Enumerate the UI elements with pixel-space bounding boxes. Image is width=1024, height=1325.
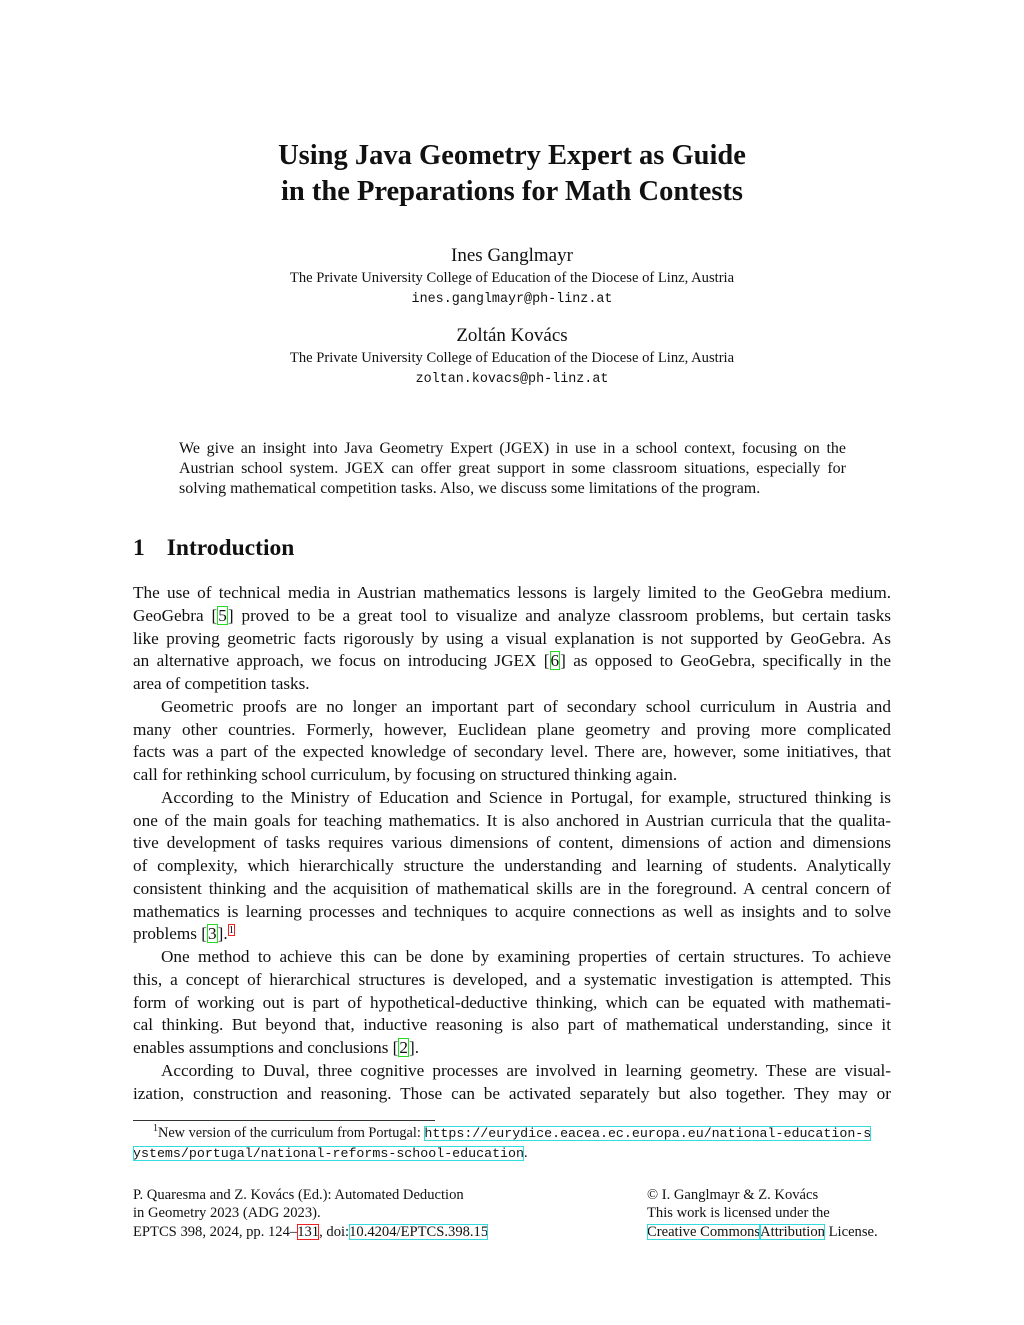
citation-link[interactable]: 3 [208,924,217,944]
last-page-link[interactable]: 131 [297,1223,320,1240]
text-run: consistent thinking and the acquisition of mathematical skills are in the foreground. A central concern of [133,878,891,898]
citation-link[interactable]: 2 [399,1038,409,1057]
footnote [133,1124,891,1163]
footnote-url-link-continued[interactable]: ystems/portugal/national-reforms-school-education [133,1145,524,1161]
body-line [133,946,891,969]
body-line [133,582,891,605]
doi-label: , doi: [319,1223,350,1240]
footnote-text: New version of the curriculum from Portugal: [158,1125,425,1141]
body-line [133,1037,891,1060]
title-line-2: in the Preparations for Math Contests [280,176,744,207]
footer-pages: EPTCS 398, 2024, pp. 124– [133,1223,298,1240]
body-line [133,969,891,992]
text-run: cal thinking. But beyond that, inductive reasoning is also part of mathematical understanding, since it [133,1015,891,1035]
text-run: problems [ [133,924,207,944]
footer-publication-info [133,1186,488,1241]
footer-license [647,1186,878,1241]
title-line-1: Using Java Geometry Expert as Guide [278,140,746,171]
body-line [133,719,891,742]
text-run: tive development of tasks requires various dimensions of content, dimensions of action and dimensions [133,833,891,853]
text-run: facts was a part of the expected knowledge of secondary level. There are, however, some initiatives, that [133,742,891,762]
paper-title [0,138,1024,210]
text-run: form of working out is part of hypothetical-deductive thinking, which can be equated with mathemati- [133,992,891,1012]
abstract-line: Austrian school system. JGEX can offer great support in some classroom situations, especially for [179,460,846,478]
license-suffix: License. [824,1223,878,1240]
section-heading [133,535,294,562]
text-run: like proving geometric facts rigorously by using a visual explanation is not supported by GeoGebra. As [133,628,891,648]
text-run: enables assumptions and conclusions [ [133,1038,399,1057]
body-line [133,787,891,810]
text-run: The use of technical media in Austrian mathematics lessons is largely limited to the GeoGebra medium. [133,583,891,602]
text-run: ]. [217,924,228,944]
text-run: this, a concept of hierarchical structures is developed, and a systematic investigation is attempted. This [133,969,891,989]
author-email[interactable]: zoltan.kovacs@ph-linz.at [415,372,609,387]
text-run: ization, construction and reasoning. Those can be activated separately but also together. They may or [133,1083,891,1103]
text-run: One method to achieve this can be done by examining properties of certain structures. To achieve [161,947,891,966]
text-run: area of competition tasks. [133,674,310,693]
creative-commons-link[interactable]: Creative Commons [647,1223,761,1240]
body-line [133,855,891,878]
author-name: Zoltán Kovács [456,325,568,346]
abstract-line: We give an insight into Java Geometry Expert (JGEX) in use in a school context, focusing on the [179,440,846,457]
footer-line: P. Quaresma and Z. Kovács (Ed.): Automated Deduction [133,1187,464,1203]
body-line [133,650,891,673]
footer-line: in Geometry 2023 (ADG 2023). [133,1205,321,1222]
text-run: one of the main goals for teaching mathematics. It is also anchored in Austrian curricula that the qualita- [133,810,891,830]
copyright-text: © I. Ganglmayr & Z. Kovács [647,1187,819,1203]
body-line [133,810,891,833]
body-line [133,992,891,1015]
abstract-line: solving mathematical competition tasks. Also, we discuss some limitations of the program. [179,480,761,498]
author-block-1 [0,245,1024,307]
license-text: This work is licensed under the [647,1205,830,1222]
doi-link[interactable]: 10.4204/EPTCS.398.15 [349,1223,489,1240]
text-run: an alternative approach, we focus on introducing JGEX [ [133,651,550,671]
text-run: ] as opposed to GeoGebra, specifically in the [560,651,891,671]
body-line [133,901,891,924]
body-line [133,605,891,628]
author-block-2 [0,325,1024,387]
body-line [133,878,891,901]
text-run: Geometric proofs are no longer an important part of secondary school curriculum in Austria and [161,696,891,716]
author-name: Ines Ganglmayr [451,245,573,266]
text-run: mathematics is learning processes and techniques to acquire connections as well as insights and to solve [133,901,891,921]
citation-link[interactable]: 5 [218,605,227,625]
body-line [133,832,891,855]
abstract [179,439,846,500]
section-title: Introduction [166,535,295,561]
footnote-mark: 1 [153,1123,158,1135]
footnote-url-link[interactable]: https://eurydice.eacea.ec.europa.eu/national-education-s [424,1126,872,1141]
attribution-link[interactable]: Attribution [760,1223,825,1240]
text-run: many other countries. Formerly, however, Euclidean plane geometry and proving more complicated [133,719,891,739]
body-line [133,1060,891,1083]
body-line [133,673,891,696]
section-number: 1 [133,535,145,561]
text-run: of complexity, which hierarchically structure the understanding and learning of students. Analytically [133,856,891,875]
author-email[interactable]: ines.ganglmayr@ph-linz.at [411,292,613,307]
text-run: call for rethinking school curriculum, by focusing on structured thinking again. [133,765,678,784]
footnote-rule [133,1120,435,1121]
text-run: According to the Ministry of Education and Science in Portugal, for example, structured thinking is [161,787,891,807]
body-line [133,923,891,946]
footnote-period: . [524,1144,528,1161]
text-run: ] proved to be a great tool to visualize and analyze classroom problems, but certain tasks [227,605,891,625]
body-line [133,764,891,787]
text-run: ]. [409,1038,420,1057]
body-line [133,1014,891,1037]
citation-link[interactable]: 6 [550,651,560,671]
body-line [133,696,891,719]
body-line [133,1083,891,1106]
body-line [133,628,891,651]
text-run: According to Duval, three cognitive processes are involved in learning geometry. These are visual- [161,1060,891,1080]
body-line [133,741,891,764]
author-affiliation: The Private University College of Education of the Diocese of Linz, Austria [289,270,735,286]
body-text [133,582,891,1105]
text-run: GeoGebra [ [133,605,218,625]
author-affiliation: The Private University College of Education of the Diocese of Linz, Austria [289,350,735,366]
footnote-ref-link[interactable]: 1 [228,923,235,936]
